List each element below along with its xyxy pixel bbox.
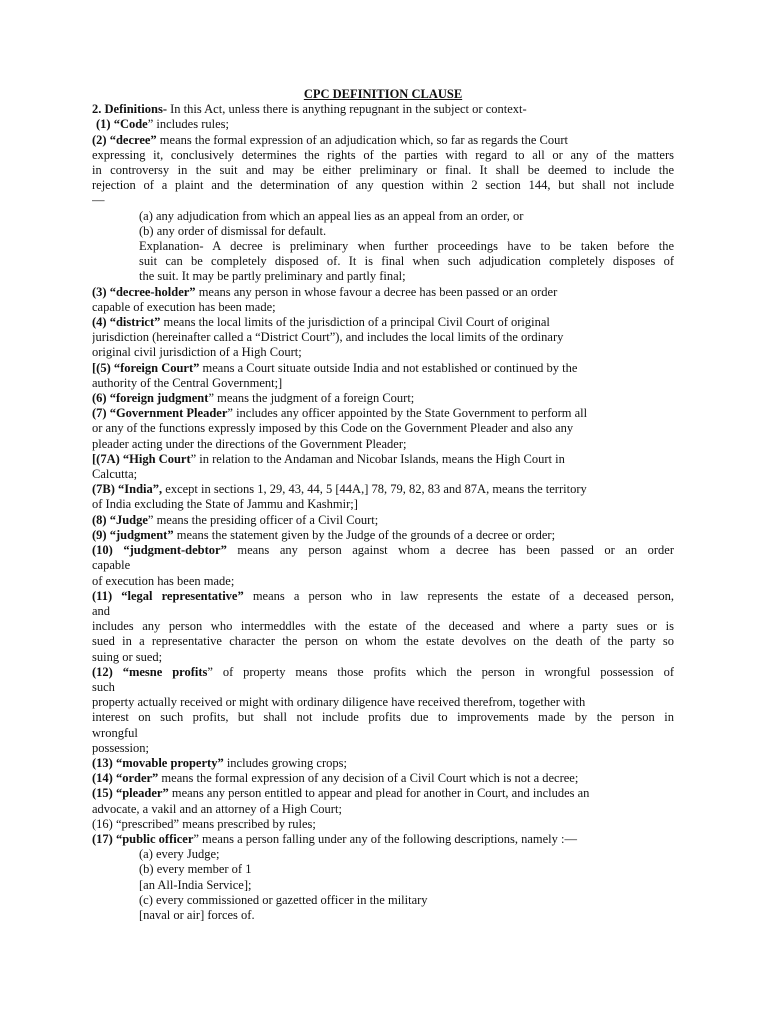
def-line: and xyxy=(92,603,111,618)
term: (1) “Code xyxy=(96,117,148,132)
def-judge xyxy=(92,513,674,528)
def-order xyxy=(92,771,674,786)
def-line: sued in a representative character the person on whom the estate devolves on the death of the party so xyxy=(92,634,674,649)
def-decree xyxy=(92,133,674,148)
def-text: includes growing crops; xyxy=(223,755,347,770)
def-line: original civil jurisdiction of a High Court; xyxy=(92,345,302,360)
def-line: capable xyxy=(92,558,131,573)
term: [(5) “foreign Court” xyxy=(92,360,200,375)
def-line: possession; xyxy=(92,740,149,755)
def-text: ” includes rules; xyxy=(147,117,229,132)
def-text: means the formal expression of any decision of a Civil Court which is not a decree; xyxy=(158,771,579,786)
section-heading: 2. Definitions- xyxy=(92,102,167,117)
def-text: means the statement given by the Judge of the grounds of a decree or order; xyxy=(173,527,556,542)
decree-clause-b: (b) any order of dismissal for default. xyxy=(139,223,327,238)
def-text: means a person who in law represents the estate of a deceased person, xyxy=(243,588,674,603)
def-line: Calcutta; xyxy=(92,467,138,482)
def-pleader xyxy=(92,786,674,801)
term: (13) “movable property” xyxy=(92,755,224,770)
def-line: of India excluding the State of Jammu and Kashmir;] xyxy=(92,497,358,512)
def-line: wrongful xyxy=(92,725,138,740)
def-decree-line: — xyxy=(92,193,105,208)
intro-text: In this Act, unless there is anything repugnant in the subject or context- xyxy=(167,102,527,117)
def-text: means any person entitled to appear and plead for another in Court, and includes an xyxy=(168,786,590,801)
term: (2) “decree” xyxy=(92,132,157,147)
def-legal-representative xyxy=(92,589,674,604)
decree-explanation: the suit. It may be partly preliminary and partly final; xyxy=(139,269,406,284)
term: (15) “pleader” xyxy=(92,786,169,801)
term: (6) “foreign judgment xyxy=(92,391,209,406)
def-text: ” means a person falling under any of the following descriptions, namely :— xyxy=(193,831,577,846)
def-public-officer xyxy=(92,832,674,847)
term: (7) “Government Pleader xyxy=(92,406,228,421)
def-line: or any of the functions expressly imposed by this Code on the Government Pleader and also any xyxy=(92,421,574,436)
def-text: ” in relation to the Andaman and Nicobar Islands, means the High Court in xyxy=(190,451,565,466)
def-judgment-debtor xyxy=(92,543,674,558)
public-officer-clause-c: (c) every commissioned or gazetted officer in the military xyxy=(139,892,428,907)
def-line: includes any person who intermeddles with the estate of the deceased and where a party sues or is xyxy=(92,619,674,634)
def-line: interest on such profits, but shall not include profits due to improvements made by the person in xyxy=(92,710,674,725)
decree-explanation: Explanation- A decree is preliminary when further proceedings have to be taken before the xyxy=(139,239,674,254)
def-decree-line: expressing it, conclusively determines the rights of the parties with regard to all or any of the matters xyxy=(92,147,674,162)
def-text: means the formal expression of an adjudication which, so far as regards the Court xyxy=(156,132,569,147)
def-line: advocate, a vakil and an attorney of a High Court; xyxy=(92,801,342,816)
def-mesne-profits xyxy=(92,665,674,680)
public-officer-clause-a: (a) every Judge; xyxy=(139,847,220,862)
def-text: ” of property means those profits which the person in wrongful possession of xyxy=(207,664,674,679)
term: (11) “legal representative” xyxy=(92,588,244,603)
def-decree-line: rejection of a plaint and the determination of any question within 2 section 144, but shall not include xyxy=(92,178,674,193)
def-foreign-judgment xyxy=(92,391,674,406)
def-judgment xyxy=(92,528,674,543)
def-decree-holder xyxy=(92,285,674,300)
term: (14) “order” xyxy=(92,771,159,786)
definitions-intro xyxy=(92,102,674,117)
def-foreign-court xyxy=(92,361,674,376)
def-text: means a Court situate outside India and not established or continued by the xyxy=(199,360,578,375)
page-title: CPC DEFINITION CLAUSE xyxy=(303,87,463,101)
term: (4) “district” xyxy=(92,315,161,330)
decree-explanation: suit can be completely disposed of. It is final when such adjudication completely disposes of xyxy=(139,254,674,269)
def-india xyxy=(92,482,674,497)
def-text: except in sections 1, 29, 43, 44, 5 [44A,] 78, 79, 82, 83 and 87A, means the territory xyxy=(162,482,587,497)
term: (7B) “India”, xyxy=(92,482,163,497)
def-government-pleader xyxy=(92,406,674,421)
def-prescribed: (16) “prescribed” means prescribed by rules; xyxy=(92,816,316,831)
term: (9) “judgment” xyxy=(92,527,174,542)
public-officer-clause-c-cont: [naval or air] forces of. xyxy=(139,907,255,922)
document-page xyxy=(92,87,674,923)
def-line: authority of the Central Government;] xyxy=(92,375,283,390)
def-text: ” means the presiding officer of a Civil Court; xyxy=(147,512,379,527)
term: (12) “mesne profits xyxy=(92,664,208,679)
def-text: ” includes any officer appointed by the State Government to perform all xyxy=(227,406,588,421)
def-code xyxy=(92,117,674,132)
def-high-court xyxy=(92,452,674,467)
def-text: means the local limits of the jurisdiction of a principal Civil Court of original xyxy=(160,315,550,330)
def-district xyxy=(92,315,674,330)
public-officer-clause-b-cont: [an All-India Service]; xyxy=(139,877,252,892)
term: [(7A) “High Court xyxy=(92,451,191,466)
def-line: of execution has been made; xyxy=(92,573,235,588)
term: (8) “Judge xyxy=(92,512,148,527)
def-line: pleader acting under the directions of the Government Pleader; xyxy=(92,436,407,451)
def-movable-property xyxy=(92,756,674,771)
def-text: means any person against whom a decree has been passed or an order xyxy=(226,543,674,558)
def-decree-line: in controversy in the suit and may be either preliminary or final. It shall be deemed to include the xyxy=(92,163,674,178)
def-line: capable of execution has been made; xyxy=(92,299,276,314)
decree-clause-a: (a) any adjudication from which an appeal lies as an appeal from an order, or xyxy=(139,208,524,223)
def-line: suing or sued; xyxy=(92,649,163,664)
def-line: jurisdiction (hereinafter called a “District Court”), and includes the local limits of the ordinary xyxy=(92,330,564,345)
term: (17) “public officer xyxy=(92,831,194,846)
def-text: means any person in whose favour a decree has been passed or an order xyxy=(195,284,558,299)
def-line: such xyxy=(92,679,115,694)
def-line: property actually received or might with ordinary diligence have received therefrom, together with xyxy=(92,695,586,710)
term: (10) “judgment-debtor” xyxy=(92,543,227,558)
term: (3) “decree-holder” xyxy=(92,284,196,299)
public-officer-clause-b: (b) every member of 1 xyxy=(139,862,252,877)
def-text: ” means the judgment of a foreign Court; xyxy=(208,391,415,406)
